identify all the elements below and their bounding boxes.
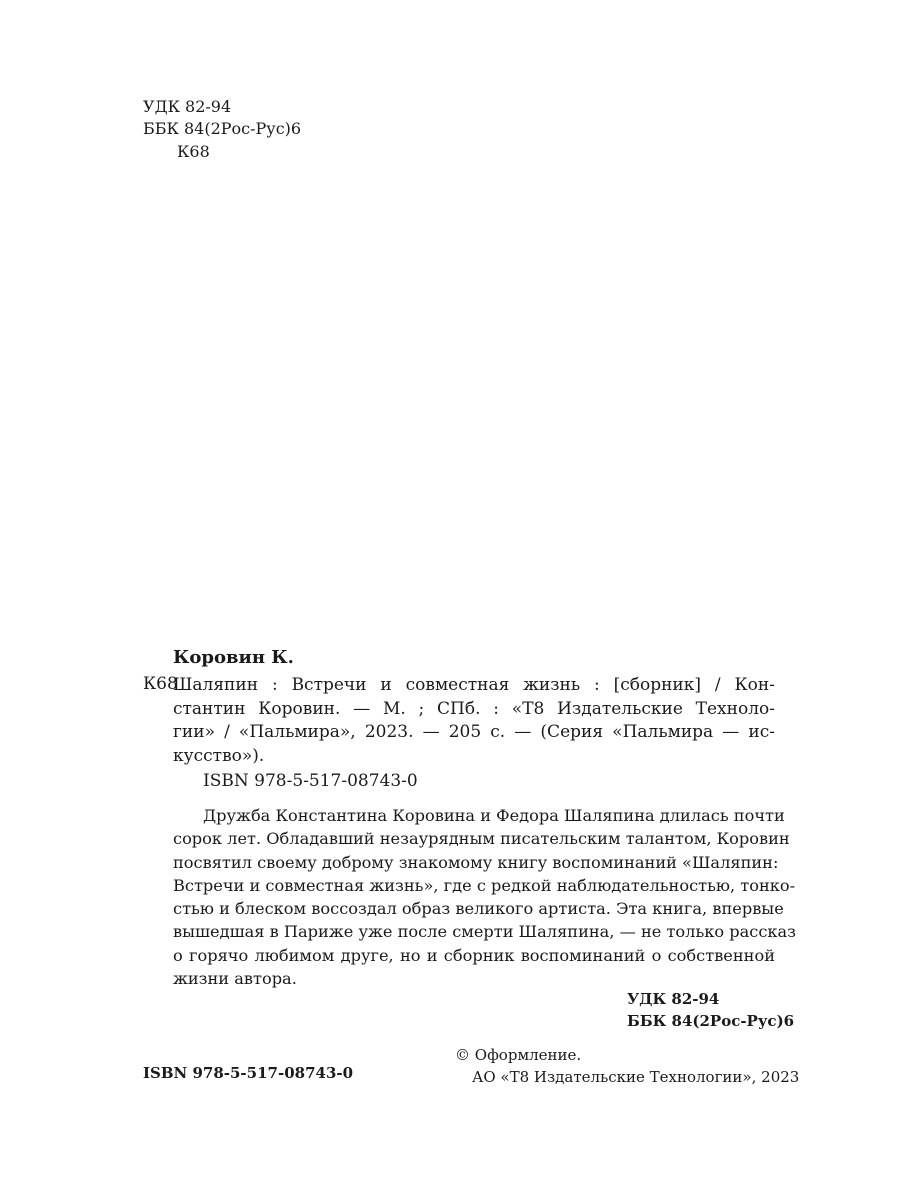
footer-classification [627,988,794,1032]
annotation-paragraph [173,804,797,990]
entry-description [173,674,775,768]
annotation-line: сорок лет. Обладавший незаурядным писательским талантом, Коровин [173,829,790,849]
annotation-line: Встречи и совместная жизнь», где с редкой наблюдательностью, тонко- [173,875,796,895]
footer-udk: УДК 82-94 [627,990,720,1008]
copyright-line-1: © Оформление. [455,1046,582,1064]
annotation-line: Дружба Константина Коровина и Федора Шаляпина длилась почти [203,806,785,825]
annotation-line: вышедшая в Париже уже после смерти Шаляпина, — не только рассказ [173,922,797,942]
bbk-header: ББК 84(2Рос-Рус)6 [143,119,302,138]
entry-line: стантин Коровин. — М. ; СПб. : «Т8 Издательские Техноло- [173,698,775,719]
entry-code: К68 [143,674,178,694]
annotation-line: стью и блеском воссоздал образ великого артиста. Эта книга, впервые [173,899,784,919]
annotation-line: посвятил своему доброму знакомому книгу воспоминаний «Шаляпин: [173,852,779,872]
annotation-line: жизни автора. [173,969,297,989]
copyright-block [455,1044,799,1088]
footer-bbk: ББК 84(2Рос-Рус)6 [627,1012,795,1030]
footer-isbn: ISBN 978-5-517-08743-0 [143,1064,354,1082]
entry-line: гии» / «Пальмира», 2023. — 205 с. — (Серия «Пальмира — ис- [173,722,775,742]
entry-author: Коровин К. [173,647,294,668]
entry-line: Шаляпин : Встречи и совместная жизнь : [сборник] / Кон- [173,675,775,695]
annotation-line: о горячо любимом друге, но и сборник воспоминаний о собственной [173,945,775,965]
udk-header: УДК 82-94 [143,97,232,116]
entry-line: кусство»). [173,745,265,766]
copyright-line-2: АО «Т8 Издательские Технологии», 2023 [472,1068,800,1086]
entry-isbn: ISBN 978-5-517-08743-0 [203,771,418,791]
author-sign-header: К68 [177,142,210,161]
